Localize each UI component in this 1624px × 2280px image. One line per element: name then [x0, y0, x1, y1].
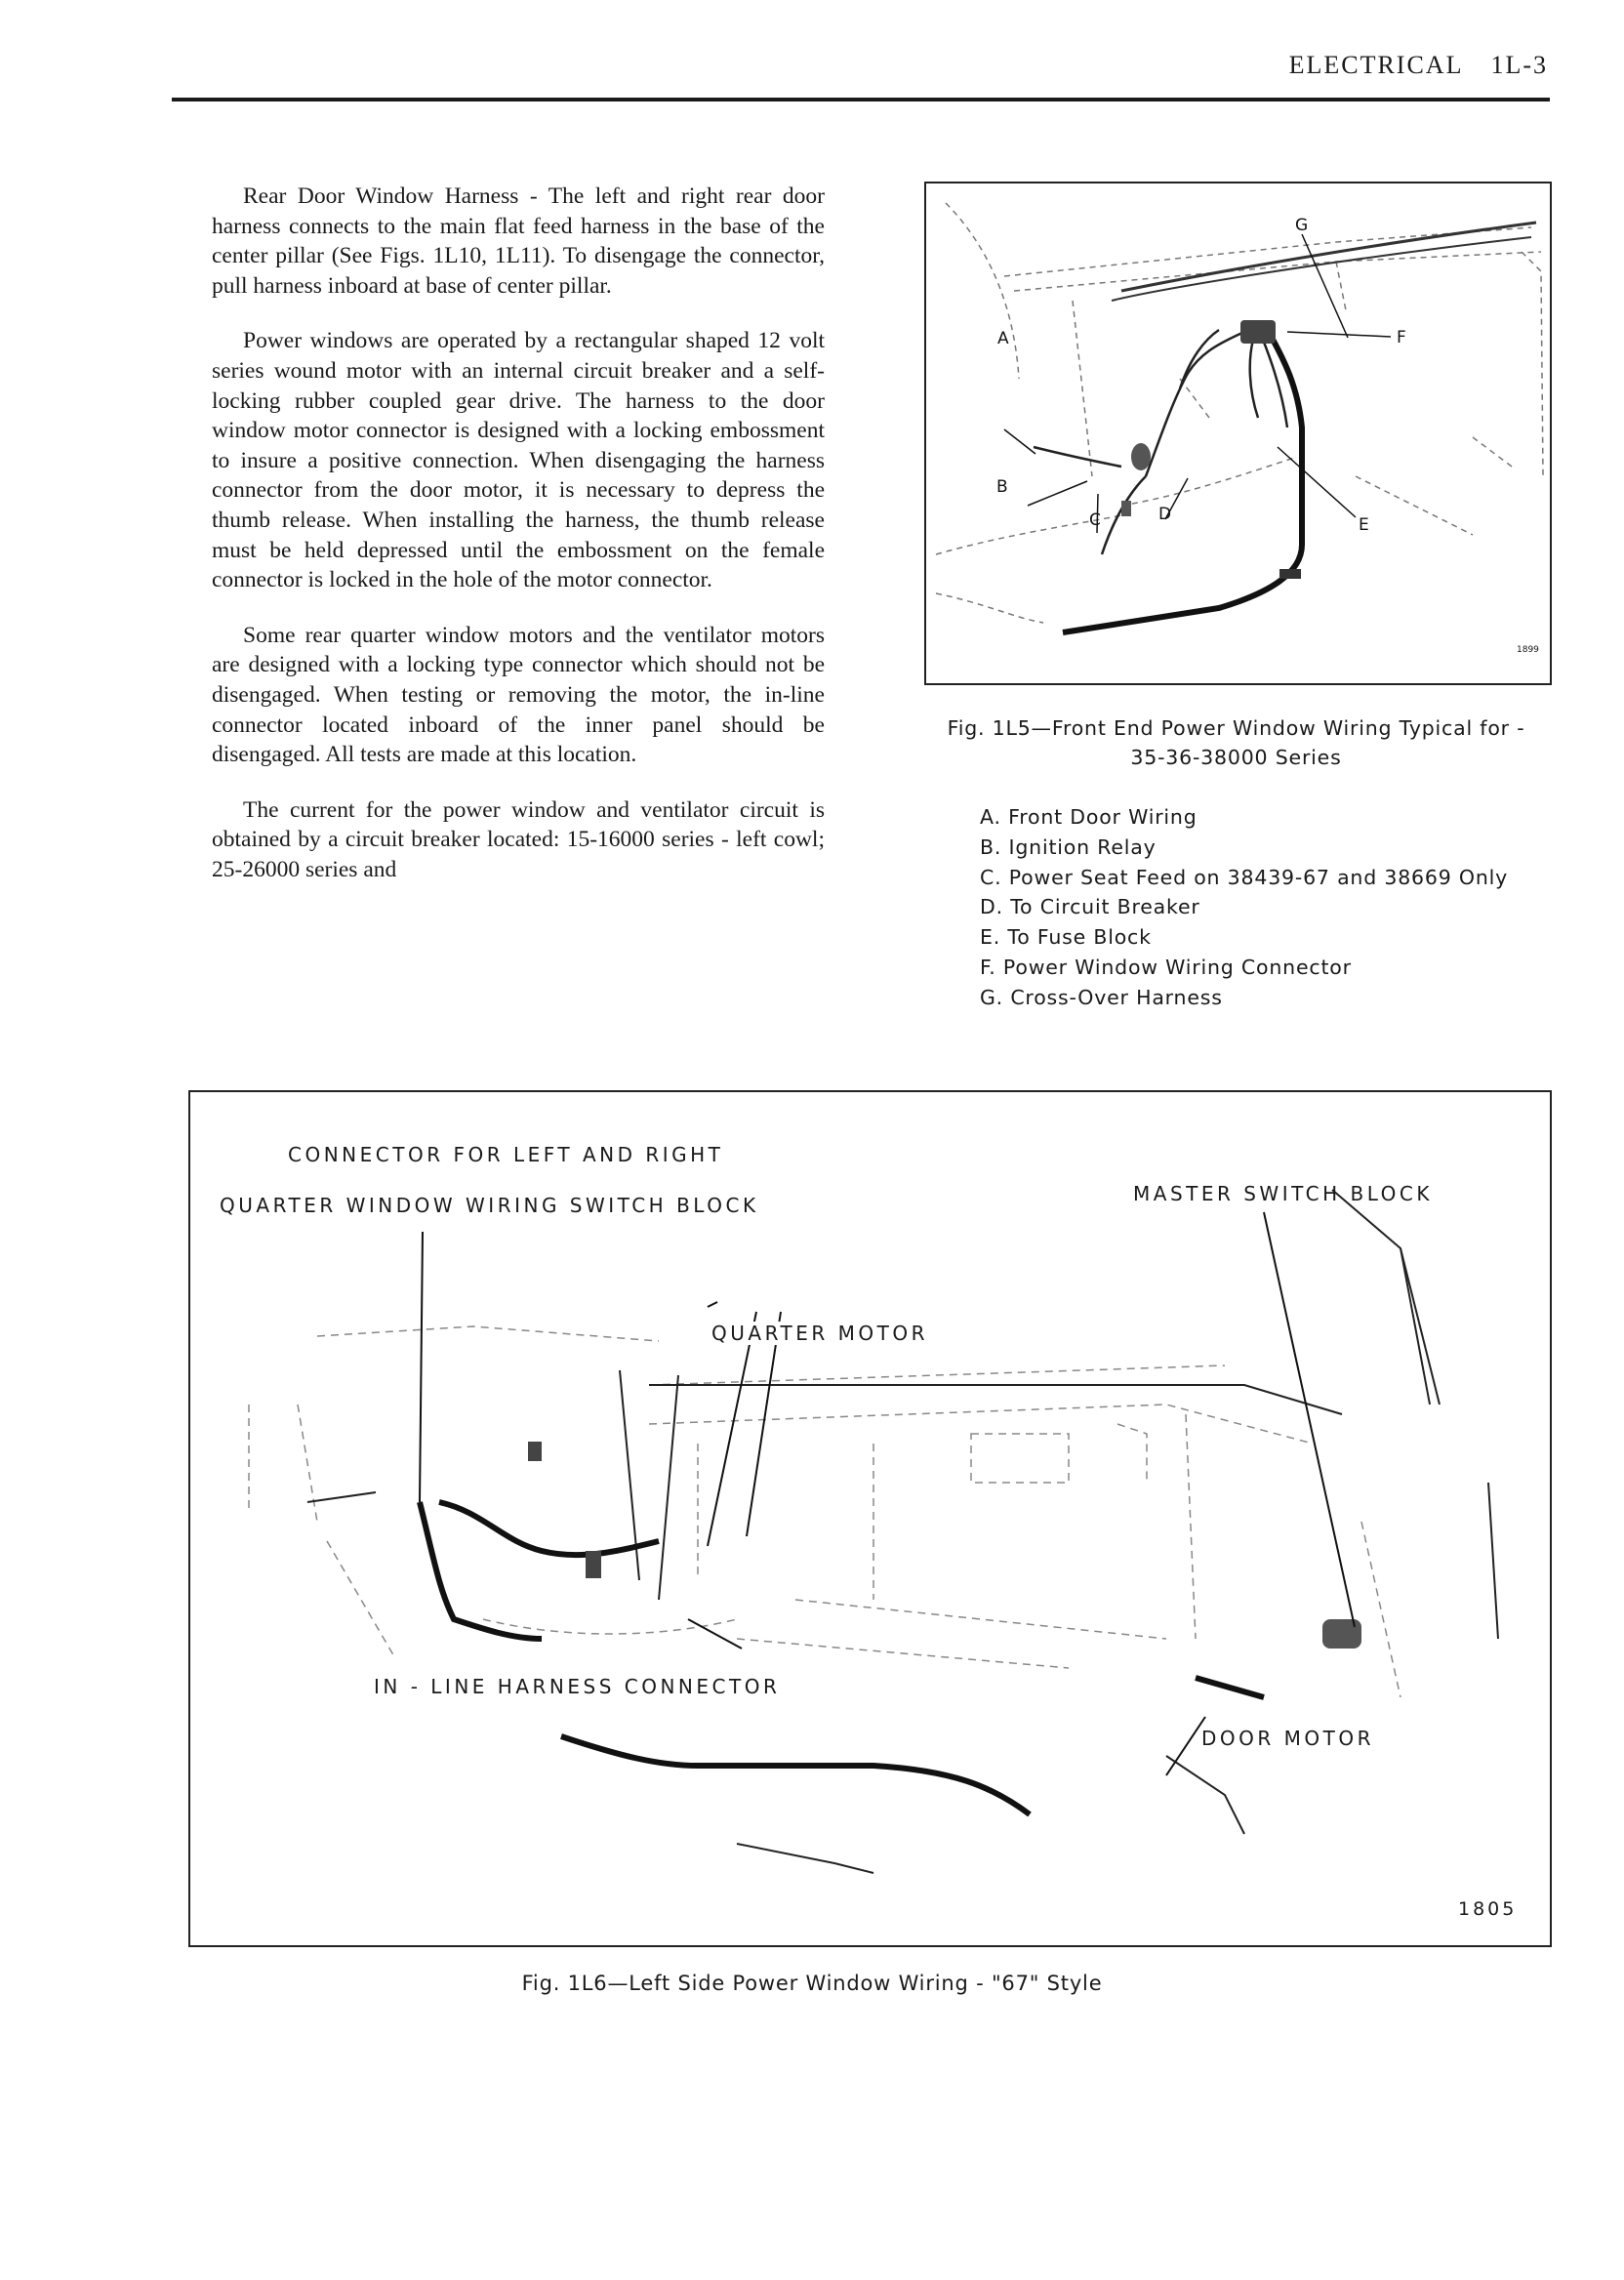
fig5-callout-b: B — [996, 477, 1008, 497]
fig5-image-number: 1899 — [1517, 645, 1539, 655]
legend-item-b: B. Ignition Relay — [980, 835, 1157, 859]
body-text-column — [212, 182, 825, 910]
callout-connector-line2: QUARTER WINDOW WIRING SWITCH BLOCK — [220, 1194, 759, 1217]
figure-1l5-caption — [924, 713, 1548, 772]
fig5-callout-d: D — [1158, 505, 1172, 524]
page-number: 1L-3 — [1490, 51, 1548, 79]
fig5-caption-line1: Fig. 1L5—Front End Power Window Wiring Typical for - — [947, 716, 1525, 740]
figure-1l6-caption: Fig. 1L6—Left Side Power Window Wiring - "67" Style — [521, 1972, 1103, 1995]
callout-door-motor: DOOR MOTOR — [1201, 1727, 1374, 1750]
figure-1l5-illustration — [924, 182, 1552, 685]
left-side-wiring-drawing — [190, 1092, 1550, 1945]
paragraph-power-window-motor: Power windows are operated by a rectangular shaped 12 volt series wound motor with an internal circuit breaker and a self-locking rubber coupled gear drive. The harness to the door window motor connector is designed with a locking embossment to insure a positive connection. When disengaging the harness connector from the door motor, it is necessary to depress the thumb release. When installing the harness, the thumb release must be held depressed until the embossment on the female connector is locked in the hole of the motor connector. — [212, 328, 825, 593]
paragraph-rear-door-harness: Rear Door Window Harness - The left and right rear door harness connects to the main flat feed harness in the base of the center pillar (See Figs. 1L10, 1L11). To disengage the connector, pull harness inboard at base of center pillar. — [212, 183, 825, 299]
legend-item-g: G. Cross-Over Harness — [980, 985, 1223, 1009]
fig6-image-number: 1805 — [1458, 1898, 1518, 1920]
callout-quarter-motor: QUARTER MOTOR — [711, 1322, 928, 1345]
legend-item-e: E. To Fuse Block — [980, 925, 1152, 950]
legend-item-a: A. Front Door Wiring — [980, 805, 1198, 829]
callout-inline-harness-connector: IN - LINE HARNESS CONNECTOR — [374, 1675, 781, 1698]
callout-master-switch-block: MASTER SWITCH BLOCK — [1133, 1182, 1433, 1205]
figure-1l5-legend — [980, 802, 1508, 1013]
fig5-callout-c: C — [1089, 510, 1101, 530]
paragraph-circuit-breaker: The current for the power window and ventilator circuit is obtained by a circuit breaker located: 15-16000 series - left cowl; 25-26000 series and — [212, 796, 825, 882]
callout-connector-line1: CONNECTOR FOR LEFT AND RIGHT — [288, 1143, 724, 1166]
legend-item-d: D. To Circuit Breaker — [980, 895, 1200, 919]
fig5-callout-g: G — [1295, 216, 1309, 235]
section-title: ELECTRICAL — [1288, 51, 1464, 79]
fig5-callout-a: A — [997, 329, 1009, 348]
running-head — [1262, 51, 1548, 80]
fig5-callout-e: E — [1359, 515, 1369, 535]
paragraph-quarter-window-motors: Some rear quarter window motors and the ventilator motors are designed with a locking type connector which should not be disengaged. When testing or removing the motor, the in-line connector located inboard of the inner panel should be disengaged. All tests are made at this location. — [212, 622, 825, 768]
fig5-caption-line2: 35-36-38000 Series — [1130, 746, 1342, 769]
figure-1l6-illustration — [188, 1090, 1552, 1947]
front-end-wiring-drawing — [926, 183, 1550, 683]
legend-item-c: C. Power Seat Feed on 38439-67 and 38669 Only — [980, 865, 1509, 889]
header-rule — [172, 98, 1550, 102]
legend-item-f: F. Power Window Wiring Connector — [980, 955, 1352, 979]
fig5-callout-f: F — [1397, 328, 1406, 347]
